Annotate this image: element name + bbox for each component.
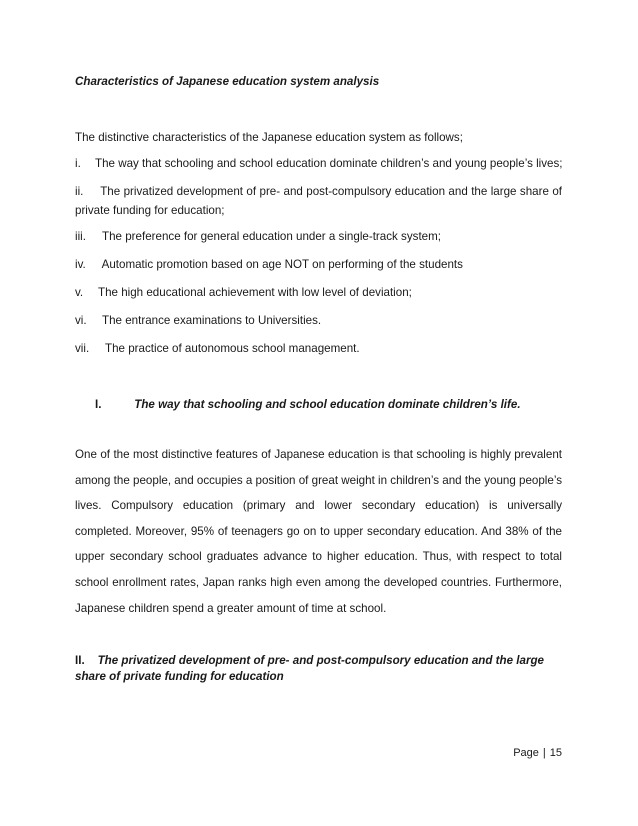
section-heading bbox=[95, 398, 521, 411]
list-item bbox=[75, 230, 441, 243]
list-item-number: iv. bbox=[75, 258, 86, 271]
list-item-text: Automatic promotion based on age NOT on performing of the students bbox=[101, 258, 463, 271]
list-item bbox=[75, 342, 360, 355]
intro-text: The distinctive characteristics of the Japanese education system as follows; bbox=[75, 131, 463, 144]
page-separator: | bbox=[542, 747, 546, 759]
page-footer bbox=[513, 747, 562, 759]
list-item-text: The entrance examinations to Universities. bbox=[102, 314, 322, 327]
list-item-number: ii. bbox=[75, 185, 84, 198]
section-body: One of the most distinctive features of Japanese education is that schooling is highly prevalent among the people, and occupies a position of great weight in children’s and the young people’s lives. Compulsory education (primary and lower secondary education) is universally completed. Moreover, 95% of teenagers go on to upper secondary education. And 38% of the upper secondary school graduates advance to higher education. Thus, with respect to total school enrollment rates, Japan ranks high even among the developed countries. Furthermore, Japanese children spend a greater amount of time at school. bbox=[75, 448, 562, 615]
list-item-text: The privatized development of pre- and post-compulsory education and the large share of private funding for education; bbox=[75, 185, 562, 217]
document-title: Characteristics of Japanese education system analysis bbox=[75, 75, 380, 88]
list-item-text: The way that schooling and school education dominate children’s and young people’s lives; bbox=[95, 157, 563, 170]
page-label: Page bbox=[513, 747, 539, 759]
list-item-number: i. bbox=[75, 157, 81, 170]
list-item-text: The practice of autonomous school management. bbox=[105, 342, 360, 355]
section-heading bbox=[75, 653, 565, 685]
list-item-number: iii. bbox=[75, 230, 86, 243]
list-item-number: vii. bbox=[75, 342, 90, 355]
page-number: 15 bbox=[549, 747, 562, 759]
list-item bbox=[75, 286, 412, 299]
list-item-text: The preference for general education under a single-track system; bbox=[102, 230, 441, 243]
section-heading-text: The privatized development of pre- and post-compulsory education and the large share of private funding for education bbox=[75, 654, 544, 683]
section-number: II. bbox=[75, 654, 85, 667]
list-item bbox=[75, 258, 463, 271]
list-item bbox=[75, 314, 321, 327]
section-number: I. bbox=[95, 398, 102, 411]
list-item-number: vi. bbox=[75, 314, 87, 327]
list-item bbox=[75, 157, 563, 170]
list-item bbox=[75, 182, 562, 220]
section-heading-text: The way that schooling and school education dominate children’s life. bbox=[134, 398, 521, 411]
list-item-text: The high educational achievement with low level of deviation; bbox=[98, 286, 412, 299]
list-item-number: v. bbox=[75, 286, 84, 299]
